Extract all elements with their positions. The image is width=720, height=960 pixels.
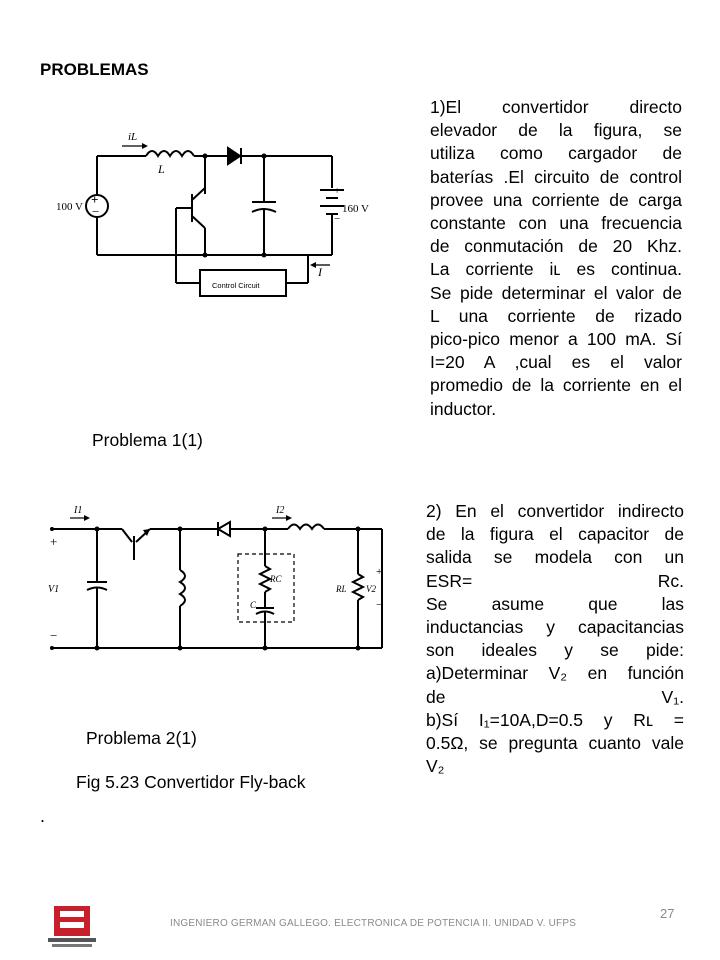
- battery-plus: +: [334, 185, 341, 197]
- problem2-line: ESR= Rᴄ.: [426, 570, 684, 591]
- problem2-line: son ideales y se pide:: [426, 640, 684, 661]
- i2-label: I2: [276, 505, 285, 516]
- problem1-line: inductor.: [430, 398, 497, 419]
- stray-dot: .: [40, 806, 46, 826]
- problem2-line: 0.5Ω, se pregunta cuanto vale: [426, 733, 684, 754]
- page-number: 27: [660, 906, 675, 921]
- problem1-line: 1)El convertidor directo: [430, 97, 682, 117]
- ufps-logo: [44, 904, 100, 950]
- problem1-line: promedio de la corriente en el: [430, 375, 682, 396]
- footer-text: INGENIERO GERMAN GALLEGO. ELECTRONICA DE POTENCIA II. UNIDAD V. UFPS: [170, 918, 577, 929]
- plus-sign: +: [91, 192, 99, 207]
- problem2-line: b)Sí I₁=10A,D=0.5 y Rʟ =: [426, 709, 684, 730]
- page-title: PROBLEMAS: [40, 60, 149, 79]
- v2-label: V2: [366, 584, 376, 594]
- problem1-line: baterías .El circuito de control: [430, 166, 682, 187]
- problem2-line: de V₁.: [426, 686, 684, 707]
- v1-label: V1: [48, 584, 60, 595]
- inductor-label: L: [158, 162, 165, 176]
- problem2-line: 2) En el convertidor indirecto: [426, 501, 684, 521]
- v1-minus: −: [50, 628, 58, 643]
- problem2-line: de la figura el capacitor de: [426, 524, 684, 545]
- problem2-line: a)Determinar V₂ en función: [426, 663, 684, 684]
- v2-minus: −: [376, 599, 383, 611]
- problem2-text: [426, 500, 684, 778]
- problem2-line: Se asume que las: [426, 593, 684, 614]
- problem1-text: [430, 96, 682, 421]
- c-label: C: [250, 600, 257, 610]
- problem1-line: utiliza como cargador de: [430, 143, 682, 164]
- problem1-line: I=20 A ,cual es el valor: [430, 352, 682, 373]
- battery-voltage-label: 160 V: [342, 203, 369, 215]
- load-current-label: I: [318, 265, 322, 279]
- problem2-line: salida se modela con un: [426, 547, 684, 568]
- v2-plus: +: [376, 566, 383, 578]
- flyback-converter-diagram: [40, 500, 400, 660]
- problem1-line: elevador de la figura, se: [430, 120, 682, 141]
- problem1-line: L una corriente de rizado: [430, 305, 682, 326]
- control-circuit-label: Control Circuit: [212, 281, 260, 290]
- inductor-current-label: iL: [128, 131, 138, 143]
- rl-label: RL: [336, 584, 347, 594]
- boost-converter-diagram: [50, 118, 369, 308]
- v1-plus: +: [50, 534, 58, 549]
- problem2-line: V₂: [426, 756, 445, 777]
- problem1-line: Se pide determinar el valor de: [430, 282, 682, 303]
- problem2-caption: Problema 2(1): [86, 728, 197, 748]
- ufps-shield-icon: [44, 904, 100, 950]
- source-voltage-label: 100 V: [56, 201, 83, 213]
- problem1-line: provee una corriente de carga: [430, 189, 682, 210]
- minus-sign: −: [92, 204, 100, 219]
- i1-label: I1: [74, 505, 83, 516]
- problem1-line: pico-pico menor a 100 mA. Sí: [430, 329, 682, 350]
- problem2-line: inductancias y capacitancias: [426, 617, 684, 638]
- problem1-line: constante con una frecuencia: [430, 213, 682, 234]
- problem1-line: de conmutación de 20 Khz.: [430, 236, 682, 257]
- problem1-line: La corriente iʟ es continua.: [430, 259, 682, 280]
- figure-caption: Fig 5.23 Convertidor Fly-back: [76, 772, 306, 792]
- rc-label: RC: [270, 574, 282, 584]
- problem1-caption: Problema 1(1): [92, 430, 203, 450]
- battery-minus: −: [334, 213, 341, 225]
